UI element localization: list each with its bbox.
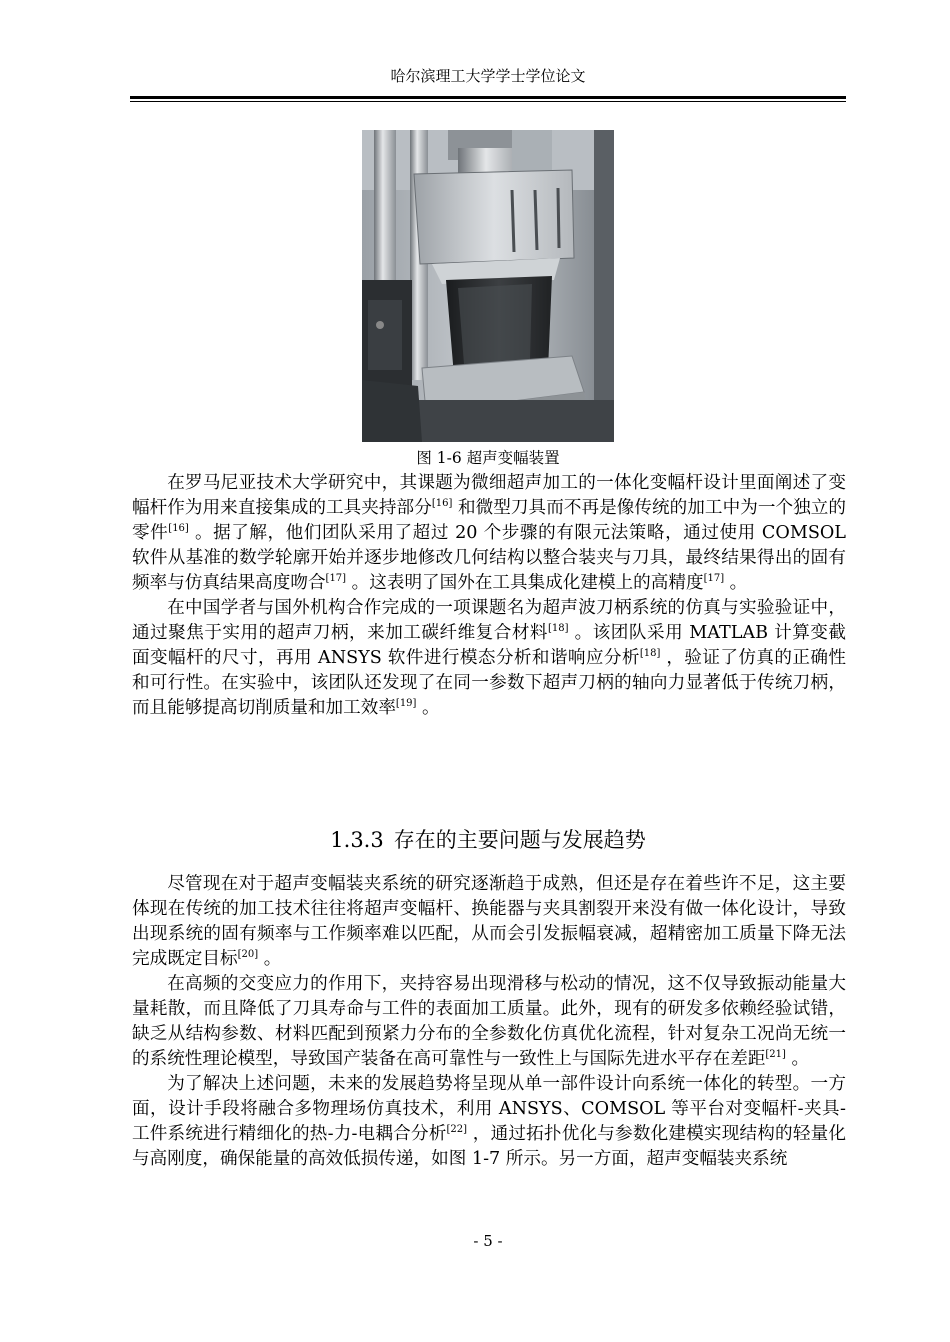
header-rule-thick bbox=[130, 96, 846, 99]
paragraph-text: 为了解决上述问题，未来的发展趋势将呈现从单一部件设计向系统一体化的转型。一方面，设计手段将融合多物理场仿真技术，利用 ANSYS、COMSOL 等平台对变幅杆-夹具-工件系统进行精细化的热-力-电耦合分析 bbox=[132, 1074, 846, 1144]
paragraph-text: 在罗马尼亚技术大学研究中，其课题为微细超声加工的一体化变幅杆设计里面阐述了变幅杆作为用来直接集成的工具夹持部分 bbox=[132, 473, 846, 518]
citation-ref: [17] bbox=[703, 573, 725, 584]
paragraph-text: ，验证了仿真的正确性和可行性。在实验中，该团队还发现了在同一参数下超声刀柄的轴向力显著低于传统刀柄，而且能够提高切削质量和加工效率 bbox=[132, 648, 846, 718]
running-header: 哈尔滨理工大学学士学位论文 bbox=[390, 67, 586, 85]
page-number: - 5 - bbox=[473, 1232, 503, 1250]
section-title: 存在的主要问题与发展趋势 bbox=[393, 828, 646, 852]
citation-ref: [19] bbox=[395, 698, 417, 709]
figure-caption: 图 1-6 超声变幅装置 bbox=[416, 449, 560, 467]
paragraph-text: 。该团队采用 MATLAB 计算变截面变幅杆的尺寸，再用 ANSYS 软件进行模态分析和谐响应分析 bbox=[132, 623, 846, 668]
section-number: 1.3.3 bbox=[330, 828, 384, 852]
paragraph-text: 在中国学者与国外机构合作完成的一项课题名为超声波刀柄系统的仿真与实验验证中，通过聚焦于实用的超声刀柄，来加工碳纤维复合材料 bbox=[132, 598, 846, 643]
paragraph-text: ，通过拓扑优化与参数化建模实现结构的轻量化与高刚度，确保能量的高效低损传递，如图 1-7 所示。另一方面，超声变幅装夹系统 bbox=[132, 1124, 846, 1169]
header-rule-thin bbox=[130, 101, 846, 102]
citation-ref: [18] bbox=[639, 648, 661, 659]
paragraph-text: 。这表明了国外在工具集成化建模上的高精度 bbox=[346, 573, 704, 593]
paragraph bbox=[132, 471, 846, 596]
citation-ref: [16] bbox=[168, 523, 189, 534]
citation-ref: [18] bbox=[548, 623, 569, 634]
citation-ref: [17] bbox=[325, 573, 347, 584]
paragraph bbox=[132, 1072, 846, 1172]
paragraph-text: 。 bbox=[785, 1049, 810, 1069]
paragraph bbox=[132, 872, 846, 972]
body-text-block-1 bbox=[132, 471, 846, 721]
citation-ref: [21] bbox=[765, 1049, 786, 1060]
body-text-block-2 bbox=[132, 872, 846, 1172]
citation-ref: [16] bbox=[431, 498, 453, 509]
citation-ref: [20] bbox=[237, 949, 259, 960]
paragraph bbox=[132, 596, 846, 721]
paragraph-text: 在高频的交变应力的作用下，夹持容易出现滑移与松动的情况，这不仅导致振动能量大量耗散，而且降低了刀具寿命与工件的表面加工质量。此外，现有的研发多依赖经验试错，缺乏从结构参数、材料匹配到预紧力分布的全参数化仿真优化流程，针对复杂工况尚无统一的系统性理论模型，导致国产装备在高可靠性与一致性上与国际先进水平存在差距 bbox=[132, 974, 846, 1069]
citation-ref: [22] bbox=[446, 1124, 468, 1135]
paragraph-text: 。据了解，他们团队采用了超过 20 个步骤的有限元法策略，通过使用 COMSOL 软件从基准的数学轮廓开始并逐步地修改几何结构以整合装夹与刀具，最终结果得出的固有频率与仿真结果高度吻合 bbox=[132, 523, 846, 593]
paragraph-text: 尽管现在对于超声变幅装夹系统的研究逐渐趋于成熟，但还是存在着些许不足，这主要体现在传统的加工技术往往将超声变幅杆、换能器与夹具割裂开来没有做一体化设计，导致出现系统的固有频率与工作频率难以匹配，从而会引发振幅衰减，超精密加工质量下降无法完成既定目标 bbox=[132, 874, 846, 969]
paragraph-text: 。 bbox=[416, 698, 440, 718]
ultrasonic-device-photo bbox=[362, 130, 614, 442]
paragraph-text: 。 bbox=[258, 949, 282, 969]
paragraph-text: 和微型刀具而不再是像传统的加工中为一个独立的零件 bbox=[132, 498, 846, 543]
paragraph bbox=[132, 972, 846, 1072]
section-heading bbox=[130, 826, 846, 854]
paragraph-text: 。 bbox=[724, 573, 748, 593]
